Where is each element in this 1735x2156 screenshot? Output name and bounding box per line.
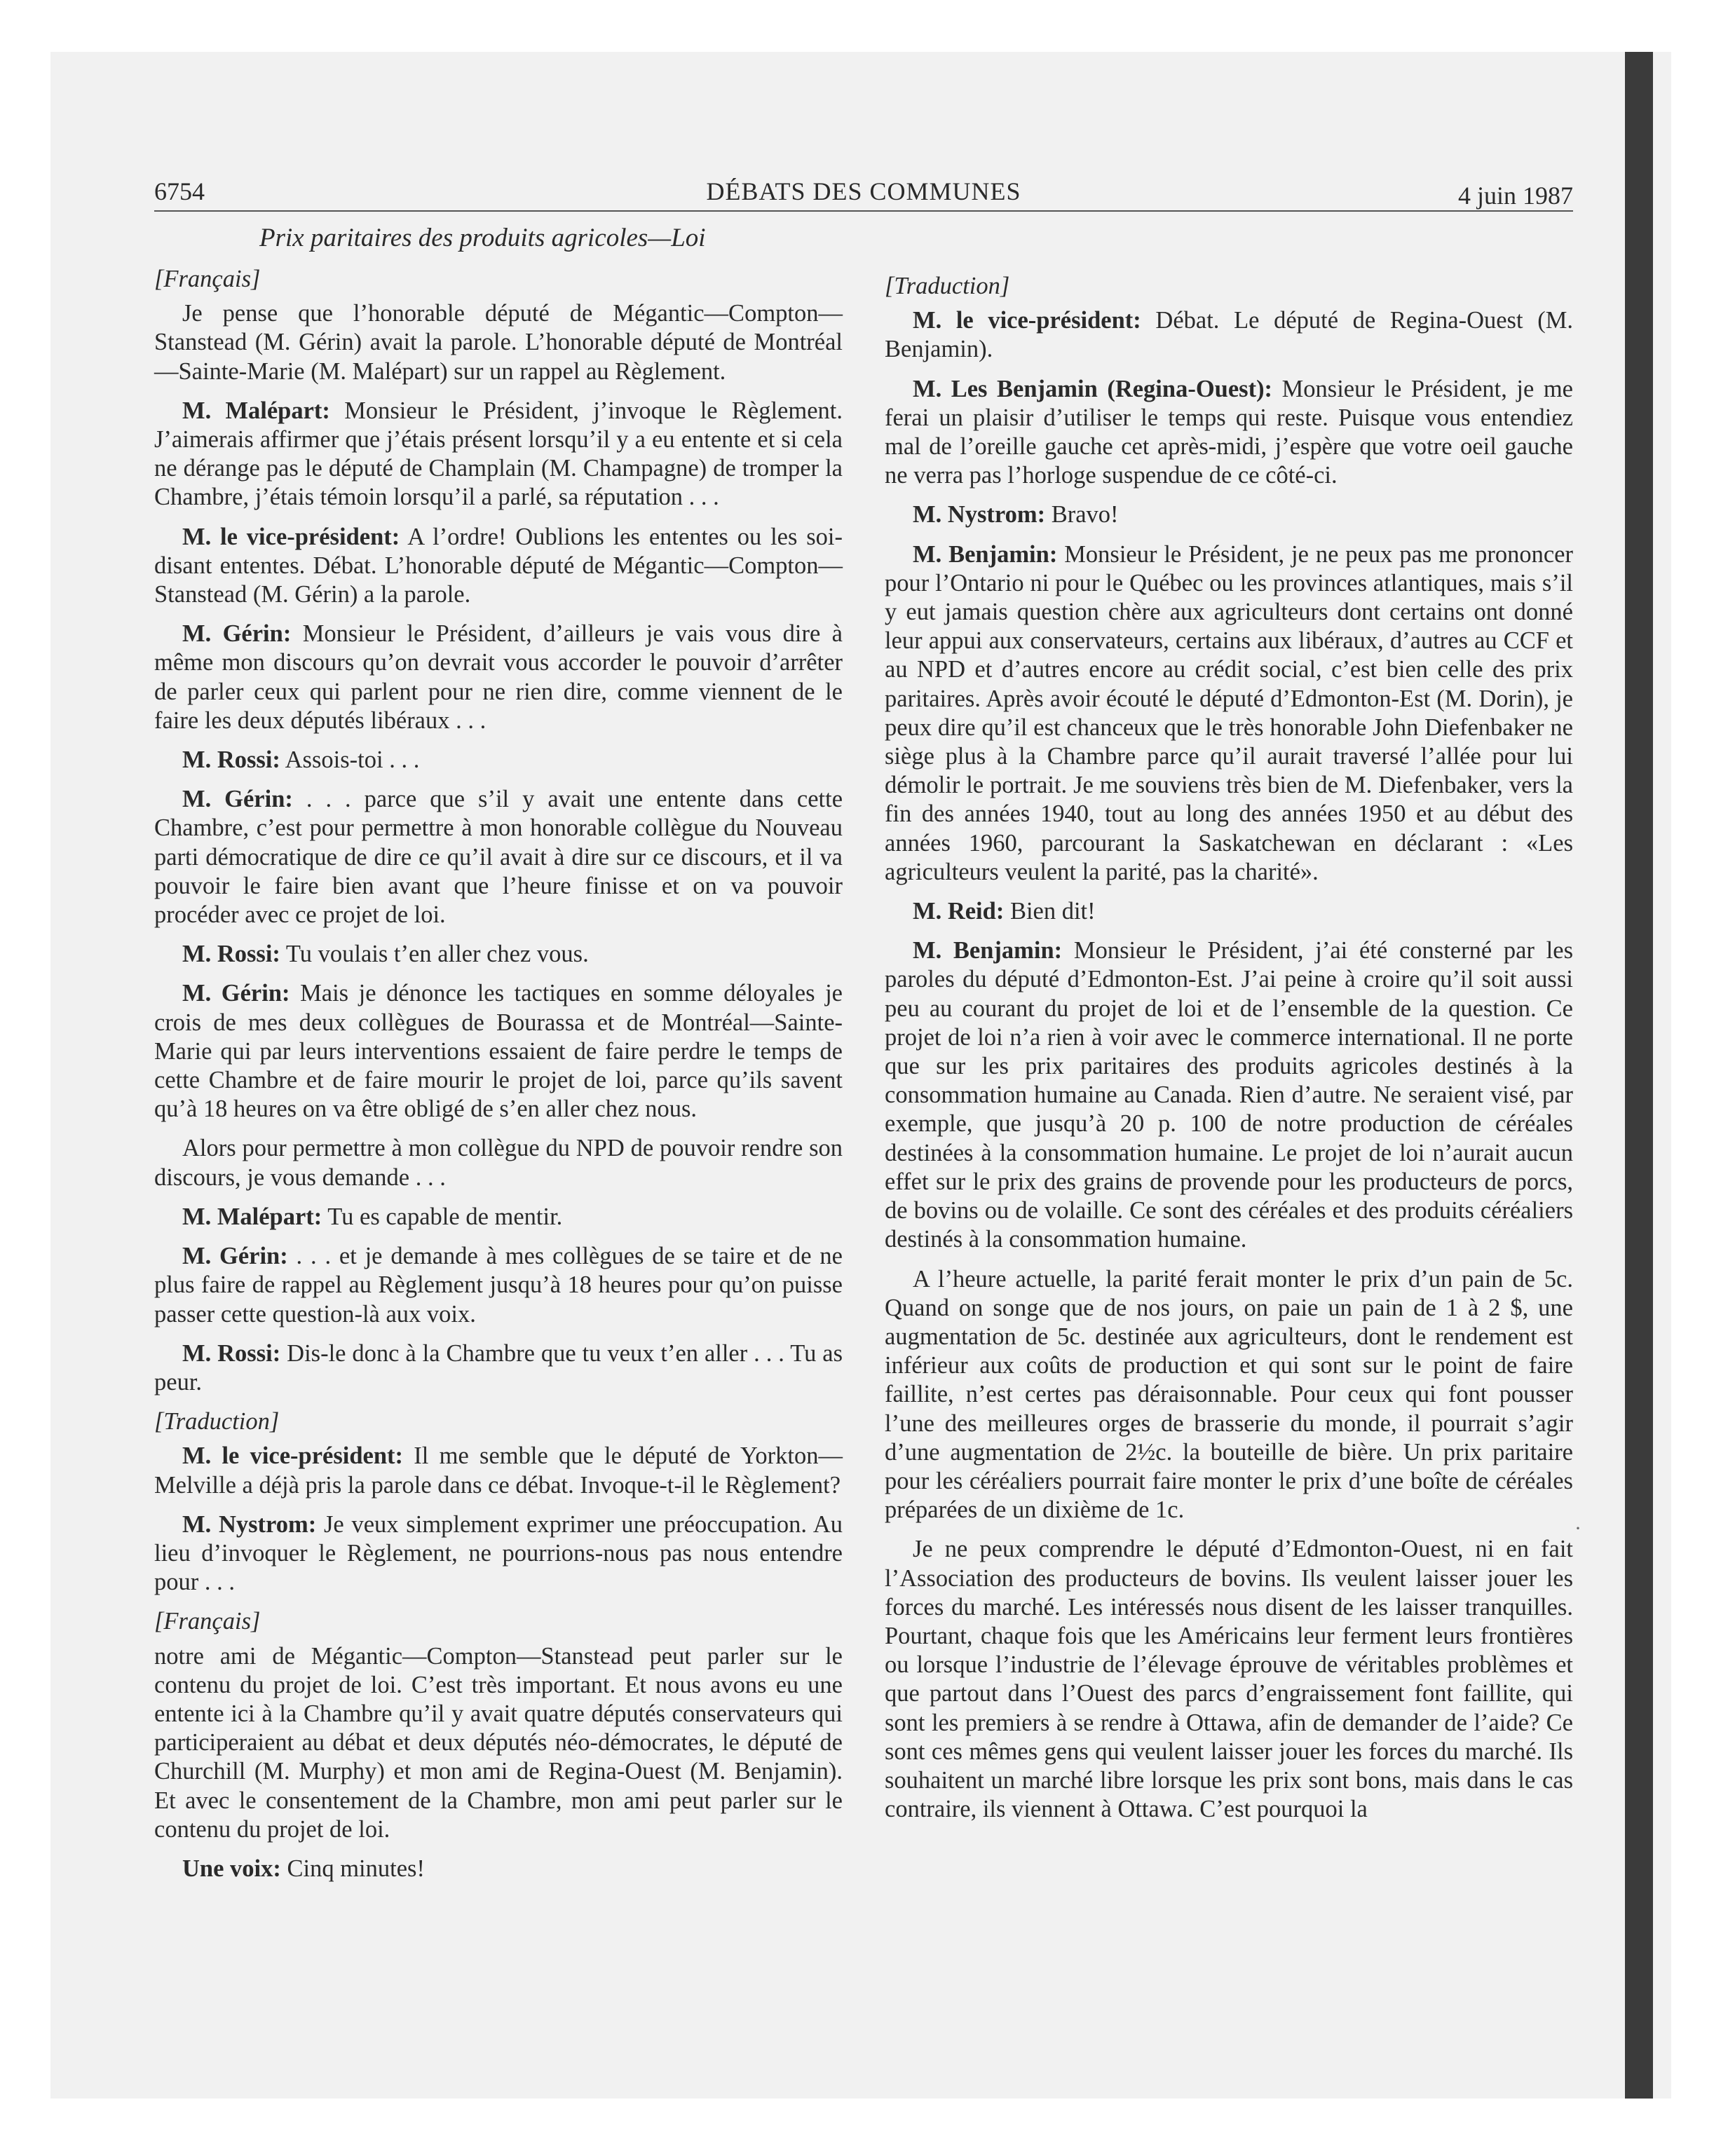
speaker: M. Les Benjamin (Regina-Ouest): (913, 375, 1273, 402)
paragraph: Alors pour permettre à mon collègue du NPD de pouvoir rendre son discours, je vous demande . . . (154, 1135, 843, 1191)
speech-text: Je veux simplement exprimer une préoccupation. Au lieu d’invoquer le Règlement, ne pourrions-nous pas nous entendre pour . . . (154, 1510, 843, 1596)
running-subtitle: Prix paritaires des produits agricoles—Loi (259, 224, 706, 252)
speaker: M. Rossi: (182, 1339, 281, 1367)
paragraph: Je pense que l’honorable député de Mégantic—Compton—Stanstead (M. Gérin) avait la parole. L’honorable député de Montréal—Sainte-Marie (M. Malépart) sur un rappel au Règlement. (154, 300, 843, 385)
speech (154, 785, 843, 929)
speaker: M. Benjamin: (913, 937, 1063, 964)
speaker: M. Nystrom: (182, 1510, 317, 1538)
speaker: M. le vice-président: (182, 523, 400, 550)
speaker: M. Gérin: (182, 620, 292, 648)
speech (154, 1442, 843, 1499)
speech (154, 1510, 843, 1597)
speaker: M. Gérin: (182, 980, 290, 1007)
publication-title: DÉBATS DES COMMUNES (706, 177, 1021, 205)
page-number: 6754 (154, 177, 205, 205)
speech (154, 620, 843, 735)
issue-date: 4 juin 1987 (1457, 182, 1573, 210)
section-marker: [Traduction] (885, 273, 1010, 299)
paragraph: notre ami de Mégantic—Compton—Stanstead peut parler sur le contenu du projet de loi. C’est très important. Et nous avons eu une entente ici à la Chambre qu’il y avait quatre députés conservateurs qui participeraient au débat et deux députés néo-démocrates, le député de Churchill (M. Murphy) et mon ami de Regina-Ouest (M. Benjamin). Et avec le consentement de la Chambre, mon ami peut parler sur le contenu du projet de loi. (154, 1642, 843, 1843)
speaker: M. Rossi: (182, 941, 280, 968)
speech (154, 746, 843, 775)
paragraph: Je ne peux comprendre le député d’Edmonton-Ouest, ni en fait l’Association des producteurs de bovins. Ils veulent laisser jouer les forces du marché. Les intéressés nous disent de les laisser tranquilles. Pourtant, chaque fois que les Américains leur ferment leurs frontières ou lorsque l’industrie de l’élevage éprouve de véritables problèmes et que partout dans l’Ouest des parcs d’engraissement font faillite, qui sont les premiers à se rendre à Ottawa, afin de demander de l’aide? Ce sont ces mêmes gens qui veulent laisser jouer les forces du marché. Ils souhaitent un marché libre lorsque les prix sont bons, mais dans le cas contraire, ils viennent à Ottawa. C’est pourquoi la (885, 1536, 1573, 1823)
section-marker: [Français] (154, 1608, 261, 1635)
speech-text: . . . et je demande à mes collègues de se taire et de ne plus faire de rappel au Règlement jusqu’à 18 heures pour qu’on puisse passer cette question-là aux voix. (154, 1243, 843, 1328)
speaker: M. Nystrom: (913, 501, 1046, 528)
speech-text: Cinq minutes! (280, 1855, 425, 1882)
speech-text: Monsieur le Président, je me ferai un plaisir d’utiliser le temps qui reste. Puisque vous entendiez mal de l’oreille gauche cet après-midi, j’espère que votre oeil gauche ne verra pas l’horloge suspendue de ce côté-ci. (885, 375, 1573, 489)
speaker: M. le vice-président: (182, 1442, 404, 1470)
speech-text: Tu es capable de mentir. (322, 1203, 563, 1230)
speech (154, 523, 843, 610)
speech (154, 940, 843, 969)
paragraph: A l’heure actuelle, la parité ferait monter le prix d’un pain de 5c. Quand on songe que de nos jours, on paie un pain de 1 à 2 $, une augmentation de 5c. destinée aux agriculteurs, dont le rendement est inférieur aux coûts de production et qui sont sur le point de faire faillite, n’est certes pas déraisonnable. Pour ceux qui font pousser l’une des meilleures orges de brasserie du monde, il pourrait s’agir d’une augmentation de 2½c. la bouteille de bière. Un prix paritaire pour les céréaliers pourrait faire monter le prix d’une boîte de céréales préparées de un dixième de 1c. (885, 1265, 1573, 1524)
speech (885, 500, 1573, 529)
speech (885, 897, 1573, 926)
speech (885, 375, 1573, 491)
speaker: M. Benjamin: (913, 540, 1058, 568)
speech-text: Monsieur le Président, d’ailleurs je vais vous dire à même mon discours qu’on devrait vous accorder le pouvoir d’arrêter de parler ceux qui parlent pour ne rien dire, comme viennent de le faire les deux députés libéraux . . . (154, 620, 843, 734)
speech (154, 397, 843, 512)
speech-text: Bien dit! (1004, 898, 1096, 925)
speaker: M. le vice-président: (913, 307, 1141, 334)
speech (154, 1203, 843, 1231)
speaker: M. Malépart: (182, 397, 330, 424)
speech (885, 540, 1573, 887)
speech-text: Il me semble que le député de Yorkton—Melville a déjà pris la parole dans ce débat. Invoque-t-il le Règlement? (154, 1442, 843, 1499)
speech-text: Assois-toi . . . (280, 746, 420, 774)
speech-text: Débat. Le député de Regina-Ouest (M. Benjamin). (885, 307, 1573, 363)
right-column (885, 272, 1573, 1834)
speech (154, 1339, 843, 1397)
speech (885, 306, 1573, 364)
binding-edge (1625, 52, 1653, 2099)
speech (154, 1855, 843, 1883)
speech (885, 936, 1573, 1254)
speech-text: Monsieur le Président, je ne peux pas me prononcer pour l’Ontario ni pour le Québec ou les provinces atlantiques, mais s’il y eut jamais question chère aux agriculteurs dont certains ont donné leur appui aux conservateurs, certains aux libéraux, d’autres au CCF et au NPD et d’autres encore au crédit social, c’est bien celle des prix paritaires. Après avoir écouté le député d’Edmonton-Est (M. Dorin), je peux dire qu’il est chanceux que le très honorable John Diefenbaker ne siège plus à la Chambre parce qu’il aurait traversé l’allée pour lui démolir le portrait. Je me souviens très bien de M. Diefenbaker, vers la fin des années 1940, tout au long des années 1950 et au début des années 1960, parcourant la Saskatchewan en déclarant : «Les agriculteurs veulent la parité, pas la charité». (885, 540, 1573, 885)
left-column (154, 265, 843, 1894)
speech-text: Bravo! (1045, 501, 1119, 528)
page-header (154, 170, 1573, 212)
speech-text: Tu voulais t’en aller chez vous. (280, 941, 589, 968)
speech-text: . . . parce que s’il y avait une entente dans cette Chambre, c’est pour permettre à mon honorable collègue du Nouveau parti démocratique de dire ce qu’il avait à dire sur ce discours, et il va pouvoir le faire bien avant que l’heure finisse et on va pouvoir procéder avec ce projet de loi. (154, 786, 843, 929)
speech-text: Dis-le donc à la Chambre que tu veux t’en aller . . . Tu as peur. (154, 1339, 843, 1396)
speech-text: Mais je dénonce les tactiques en somme déloyales je crois de mes deux collègues de Bourassa et de Montréal—Sainte-Marie qui par leurs interventions essaient de faire perdre le temps de cette Chambre et de faire mourir le projet de loi, parce qu’ils savent qu’à 18 heures on va être obligé de s’en aller chez nous. (154, 980, 843, 1123)
speech-text: Monsieur le Président, j’ai été consterné par les paroles du député d’Edmonton-Est. J’ai peine à croire qu’il soit aussi peu au courant du projet de loi et de l’ensemble de la question. Ce projet de loi n’a rien à voir avec le commerce international. Il ne porte que sur les prix paritaires des produits agricoles destinés à la consommation humaine au Canada. Rien d’autre. Ne seraient visé, par exemple, que jusqu’à 20 p. 100 de notre production de céréales destinées à la consommation humaine. Le projet de loi n’aurait aucun effet sur le prix des grains de provende pour les producteurs de porcs, de bovins ou de volaille. Ce sont des céréales et des produits céréaliers destinés à la consommation humaine. (885, 937, 1573, 1253)
section-marker: [Français] (154, 266, 261, 292)
speech (154, 1242, 843, 1329)
section-marker: [Traduction] (154, 1408, 280, 1435)
speech-text: Monsieur le Président, j’invoque le Règlement. J’aimerais affirmer que j’étais présent lorsqu’il y a eu entente et si cela ne dérange pas le député de Champlain (M. Champagne) de tromper la Chambre, j’étais témoin lorsqu’il a parlé, sa réputation . . . (154, 397, 843, 511)
speaker: M. Malépart: (182, 1203, 322, 1230)
margin-mark: · (1574, 1517, 1581, 1540)
speaker: M. Rossi: (182, 746, 280, 774)
speech-text: A l’ordre! Oublions les ententes ou les soi-disant ententes. Débat. L’honorable député de Mégantic—Compton—Stanstead (M. Gérin) a la parole. (154, 523, 843, 608)
speaker: M. Reid: (913, 898, 1005, 925)
speaker: M. Gérin: (182, 786, 293, 813)
speech (154, 979, 843, 1124)
speaker: Une voix: (182, 1855, 281, 1882)
speaker: M. Gérin: (182, 1243, 288, 1270)
